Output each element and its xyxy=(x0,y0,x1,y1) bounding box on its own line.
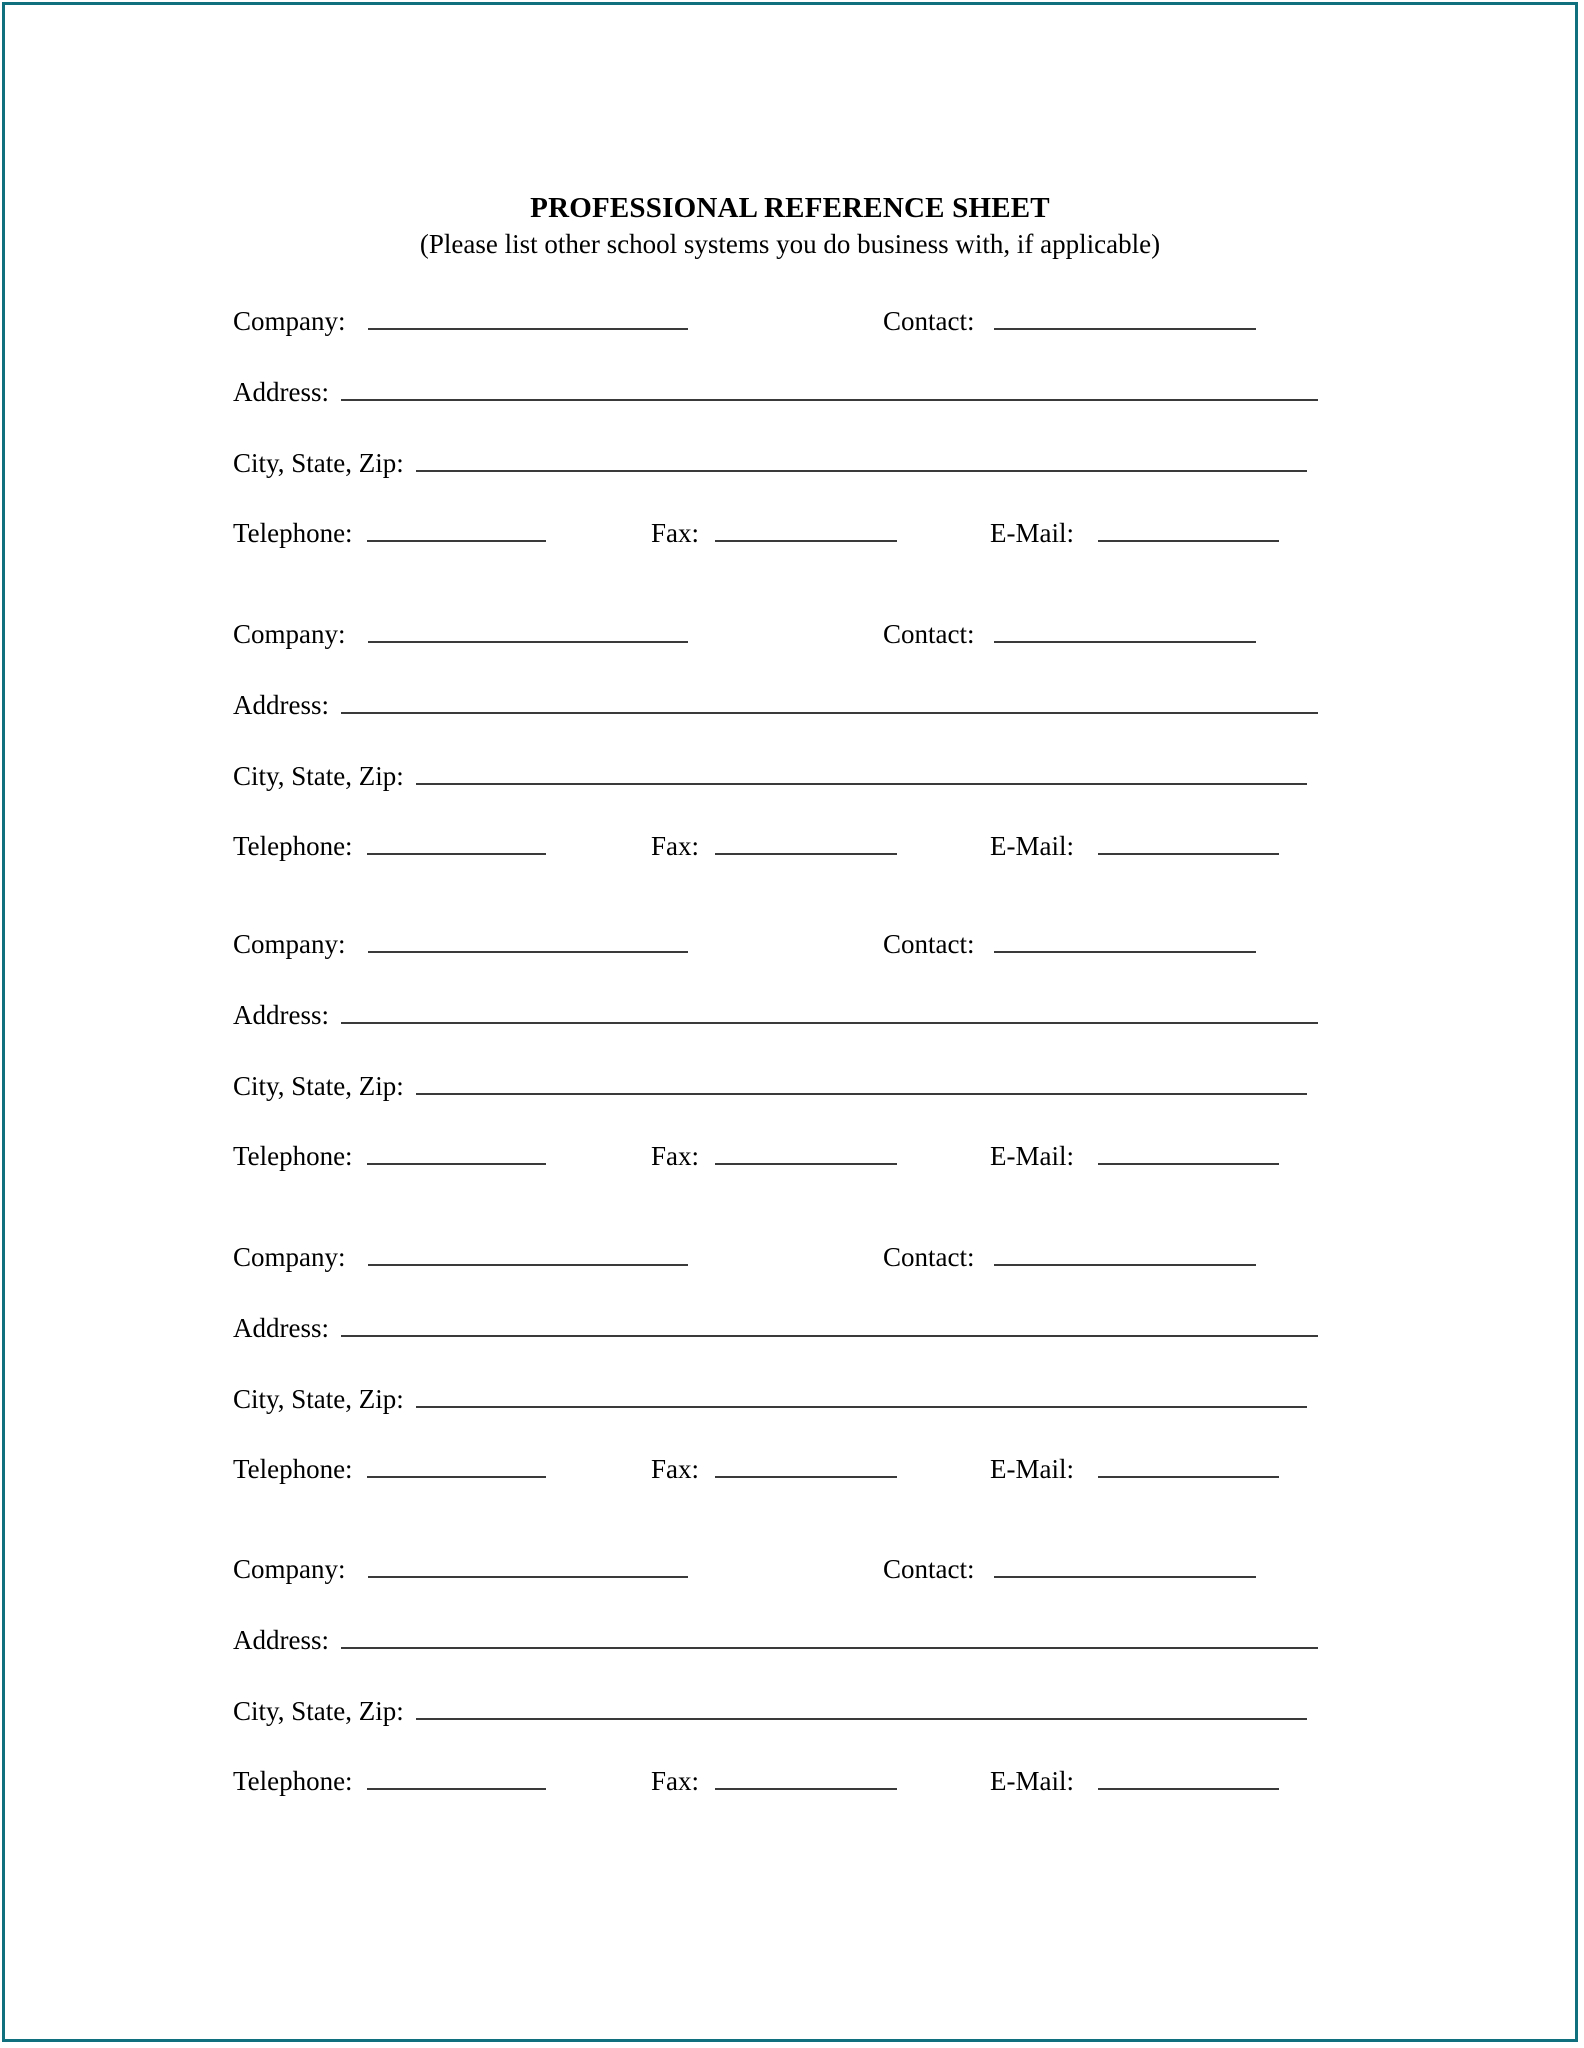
reference-block-2 xyxy=(233,615,1343,865)
telephone-field-1[interactable] xyxy=(233,514,546,549)
city-state-zip-input-2[interactable] xyxy=(416,757,1307,785)
telephone-field-3[interactable] xyxy=(233,1137,546,1172)
contact-input-4[interactable] xyxy=(994,1238,1256,1266)
contact-label-2: Contact: xyxy=(883,619,975,649)
document-page xyxy=(5,5,1575,2039)
telephone-fax-email-row-4 xyxy=(233,1450,1343,1490)
address-field-3[interactable] xyxy=(233,996,1318,1031)
city-state-zip-field-2[interactable] xyxy=(233,757,1307,792)
city-state-zip-label-3: City, State, Zip: xyxy=(233,1071,404,1101)
contact-input-2[interactable] xyxy=(994,615,1256,643)
telephone-input-3[interactable] xyxy=(367,1137,546,1165)
city-state-zip-label-5: City, State, Zip: xyxy=(233,1696,404,1726)
reference-block-3 xyxy=(233,925,1343,1175)
contact-label-5: Contact: xyxy=(883,1554,975,1584)
company-field-1[interactable] xyxy=(233,302,688,337)
address-field-2[interactable] xyxy=(233,686,1318,721)
fax-label-3: Fax: xyxy=(651,1141,700,1171)
email-field-1[interactable] xyxy=(990,514,1279,549)
address-input-5[interactable] xyxy=(341,1621,1318,1649)
document-heading xyxy=(5,191,1575,261)
telephone-input-5[interactable] xyxy=(367,1762,546,1790)
email-label-2: E-Mail: xyxy=(990,831,1074,861)
fax-field-1[interactable] xyxy=(651,514,897,549)
city-state-zip-label-4: City, State, Zip: xyxy=(233,1384,404,1414)
city-state-zip-label-1: City, State, Zip: xyxy=(233,448,404,478)
city-state-zip-input-5[interactable] xyxy=(416,1692,1307,1720)
city-state-zip-row-5 xyxy=(233,1692,1343,1732)
telephone-label-3: Telephone: xyxy=(233,1141,353,1171)
contact-label-4: Contact: xyxy=(883,1242,975,1272)
telephone-label-2: Telephone: xyxy=(233,831,353,861)
email-field-2[interactable] xyxy=(990,827,1279,862)
company-field-2[interactable] xyxy=(233,615,688,650)
email-field-5[interactable] xyxy=(990,1762,1279,1797)
fax-input-4[interactable] xyxy=(715,1450,897,1478)
fax-label-2: Fax: xyxy=(651,831,700,861)
email-input-5[interactable] xyxy=(1098,1762,1279,1790)
company-field-4[interactable] xyxy=(233,1238,688,1273)
fax-input-2[interactable] xyxy=(715,827,897,855)
fax-input-1[interactable] xyxy=(715,514,897,542)
company-label-5: Company: xyxy=(233,1554,346,1584)
telephone-fax-email-row-1 xyxy=(233,514,1343,554)
company-contact-row-5 xyxy=(233,1550,1343,1590)
email-input-1[interactable] xyxy=(1098,514,1279,542)
city-state-zip-field-4[interactable] xyxy=(233,1380,1307,1415)
reference-block-1 xyxy=(233,302,1343,552)
city-state-zip-label-2: City, State, Zip: xyxy=(233,761,404,791)
company-input-3[interactable] xyxy=(368,925,688,953)
company-input-5[interactable] xyxy=(368,1550,688,1578)
email-input-2[interactable] xyxy=(1098,827,1279,855)
city-state-zip-field-1[interactable] xyxy=(233,444,1307,479)
address-row-5 xyxy=(233,1621,1343,1661)
email-input-3[interactable] xyxy=(1098,1137,1279,1165)
city-state-zip-field-5[interactable] xyxy=(233,1692,1307,1727)
contact-input-3[interactable] xyxy=(994,925,1256,953)
email-field-4[interactable] xyxy=(990,1450,1279,1485)
city-state-zip-row-4 xyxy=(233,1380,1343,1420)
address-input-4[interactable] xyxy=(341,1309,1318,1337)
address-label-5: Address: xyxy=(233,1625,329,1655)
fax-field-2[interactable] xyxy=(651,827,897,862)
contact-input-1[interactable] xyxy=(994,302,1256,330)
email-label-5: E-Mail: xyxy=(990,1766,1074,1796)
company-label-2: Company: xyxy=(233,619,346,649)
reference-block-5 xyxy=(233,1550,1343,1800)
page-border-frame xyxy=(2,2,1578,2042)
company-contact-row-2 xyxy=(233,615,1343,655)
address-row-1 xyxy=(233,373,1343,413)
telephone-label-5: Telephone: xyxy=(233,1766,353,1796)
contact-field-1[interactable] xyxy=(883,302,1256,337)
page-subtitle: (Please list other school systems you do business with, if applicable) xyxy=(419,229,1161,259)
telephone-label-1: Telephone: xyxy=(233,518,353,548)
address-row-4 xyxy=(233,1309,1343,1349)
telephone-input-1[interactable] xyxy=(367,514,546,542)
reference-block-4 xyxy=(233,1238,1343,1488)
city-state-zip-row-2 xyxy=(233,757,1343,797)
address-field-1[interactable] xyxy=(233,373,1318,408)
page-title: PROFESSIONAL REFERENCE SHEET xyxy=(530,192,1050,224)
address-label-1: Address: xyxy=(233,377,329,407)
city-state-zip-field-3[interactable] xyxy=(233,1067,1307,1102)
address-label-4: Address: xyxy=(233,1313,329,1343)
telephone-input-4[interactable] xyxy=(367,1450,546,1478)
telephone-field-4[interactable] xyxy=(233,1450,546,1485)
company-input-1[interactable] xyxy=(368,302,688,330)
company-label-3: Company: xyxy=(233,929,346,959)
fax-field-3[interactable] xyxy=(651,1137,897,1172)
email-label-4: E-Mail: xyxy=(990,1454,1074,1484)
company-label-1: Company: xyxy=(233,306,346,336)
city-state-zip-input-1[interactable] xyxy=(416,444,1307,472)
company-field-3[interactable] xyxy=(233,925,688,960)
address-input-2[interactable] xyxy=(341,686,1318,714)
contact-field-5[interactable] xyxy=(883,1550,1256,1585)
contact-field-2[interactable] xyxy=(883,615,1256,650)
fax-input-3[interactable] xyxy=(715,1137,897,1165)
contact-field-3[interactable] xyxy=(883,925,1256,960)
company-input-2[interactable] xyxy=(368,615,688,643)
address-field-5[interactable] xyxy=(233,1621,1318,1656)
contact-label-1: Contact: xyxy=(883,306,975,336)
address-label-2: Address: xyxy=(233,690,329,720)
contact-label-3: Contact: xyxy=(883,929,975,959)
fax-label-1: Fax: xyxy=(651,518,700,548)
address-input-3[interactable] xyxy=(341,996,1318,1024)
address-row-2 xyxy=(233,686,1343,726)
address-field-4[interactable] xyxy=(233,1309,1318,1344)
telephone-field-5[interactable] xyxy=(233,1762,546,1797)
company-contact-row-1 xyxy=(233,302,1343,342)
address-row-3 xyxy=(233,996,1343,1036)
address-input-1[interactable] xyxy=(341,373,1318,401)
city-state-zip-row-1 xyxy=(233,444,1343,484)
contact-input-5[interactable] xyxy=(994,1550,1256,1578)
company-field-5[interactable] xyxy=(233,1550,688,1585)
city-state-zip-input-3[interactable] xyxy=(416,1067,1307,1095)
company-label-4: Company: xyxy=(233,1242,346,1272)
contact-field-4[interactable] xyxy=(883,1238,1256,1273)
fax-input-5[interactable] xyxy=(715,1762,897,1790)
email-input-4[interactable] xyxy=(1098,1450,1279,1478)
telephone-label-4: Telephone: xyxy=(233,1454,353,1484)
fax-field-5[interactable] xyxy=(651,1762,897,1797)
telephone-fax-email-row-5 xyxy=(233,1762,1343,1802)
fax-label-4: Fax: xyxy=(651,1454,700,1484)
fax-label-5: Fax: xyxy=(651,1766,700,1796)
email-field-3[interactable] xyxy=(990,1137,1279,1172)
email-label-1: E-Mail: xyxy=(990,518,1074,548)
company-contact-row-4 xyxy=(233,1238,1343,1278)
company-contact-row-3 xyxy=(233,925,1343,965)
city-state-zip-row-3 xyxy=(233,1067,1343,1107)
telephone-input-2[interactable] xyxy=(367,827,546,855)
telephone-field-2[interactable] xyxy=(233,827,546,862)
city-state-zip-input-4[interactable] xyxy=(416,1380,1307,1408)
address-label-3: Address: xyxy=(233,1000,329,1030)
email-label-3: E-Mail: xyxy=(990,1141,1074,1171)
telephone-fax-email-row-2 xyxy=(233,827,1343,867)
fax-field-4[interactable] xyxy=(651,1450,897,1485)
company-input-4[interactable] xyxy=(368,1238,688,1266)
telephone-fax-email-row-3 xyxy=(233,1137,1343,1177)
